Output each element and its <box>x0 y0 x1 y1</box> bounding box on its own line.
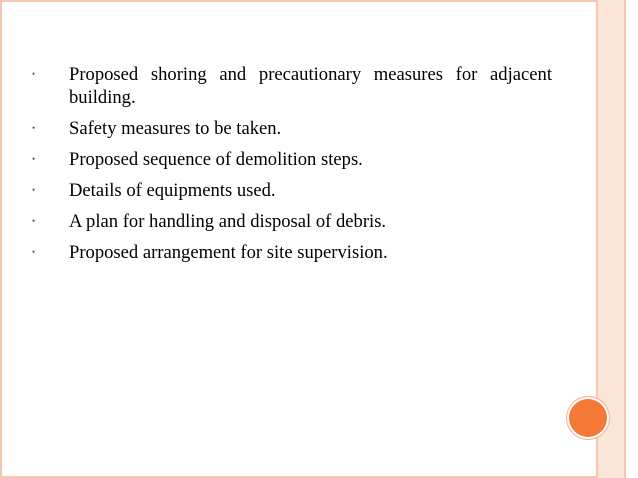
bullet-marker: • <box>32 123 36 133</box>
bullet-marker: • <box>32 69 36 79</box>
bullet-marker: • <box>32 185 36 195</box>
bullet-list <box>32 63 552 272</box>
bullet-marker: • <box>32 247 36 257</box>
right-edge-margin <box>626 0 638 478</box>
bullet-item <box>32 117 552 140</box>
bullet-text: Proposed sequence of demolition steps. <box>69 149 363 170</box>
orange-circle-decoration <box>569 399 607 437</box>
bullet-marker: • <box>32 216 36 226</box>
bullet-text: Details of equipments used. <box>69 180 276 201</box>
bullet-text: A plan for handling and disposal of debris. <box>69 211 387 232</box>
bullet-text: Proposed shoring and precautionary measures for adjacent building. <box>69 64 552 108</box>
bullet-item <box>32 148 552 171</box>
bullet-item <box>32 241 552 264</box>
bullet-text: Safety measures to be taken. <box>69 118 282 139</box>
bullet-item <box>32 63 552 109</box>
bullet-item <box>32 179 552 202</box>
bullet-marker: • <box>32 154 36 164</box>
bullet-item <box>32 210 552 233</box>
bullet-text: Proposed arrangement for site supervision. <box>69 242 388 263</box>
